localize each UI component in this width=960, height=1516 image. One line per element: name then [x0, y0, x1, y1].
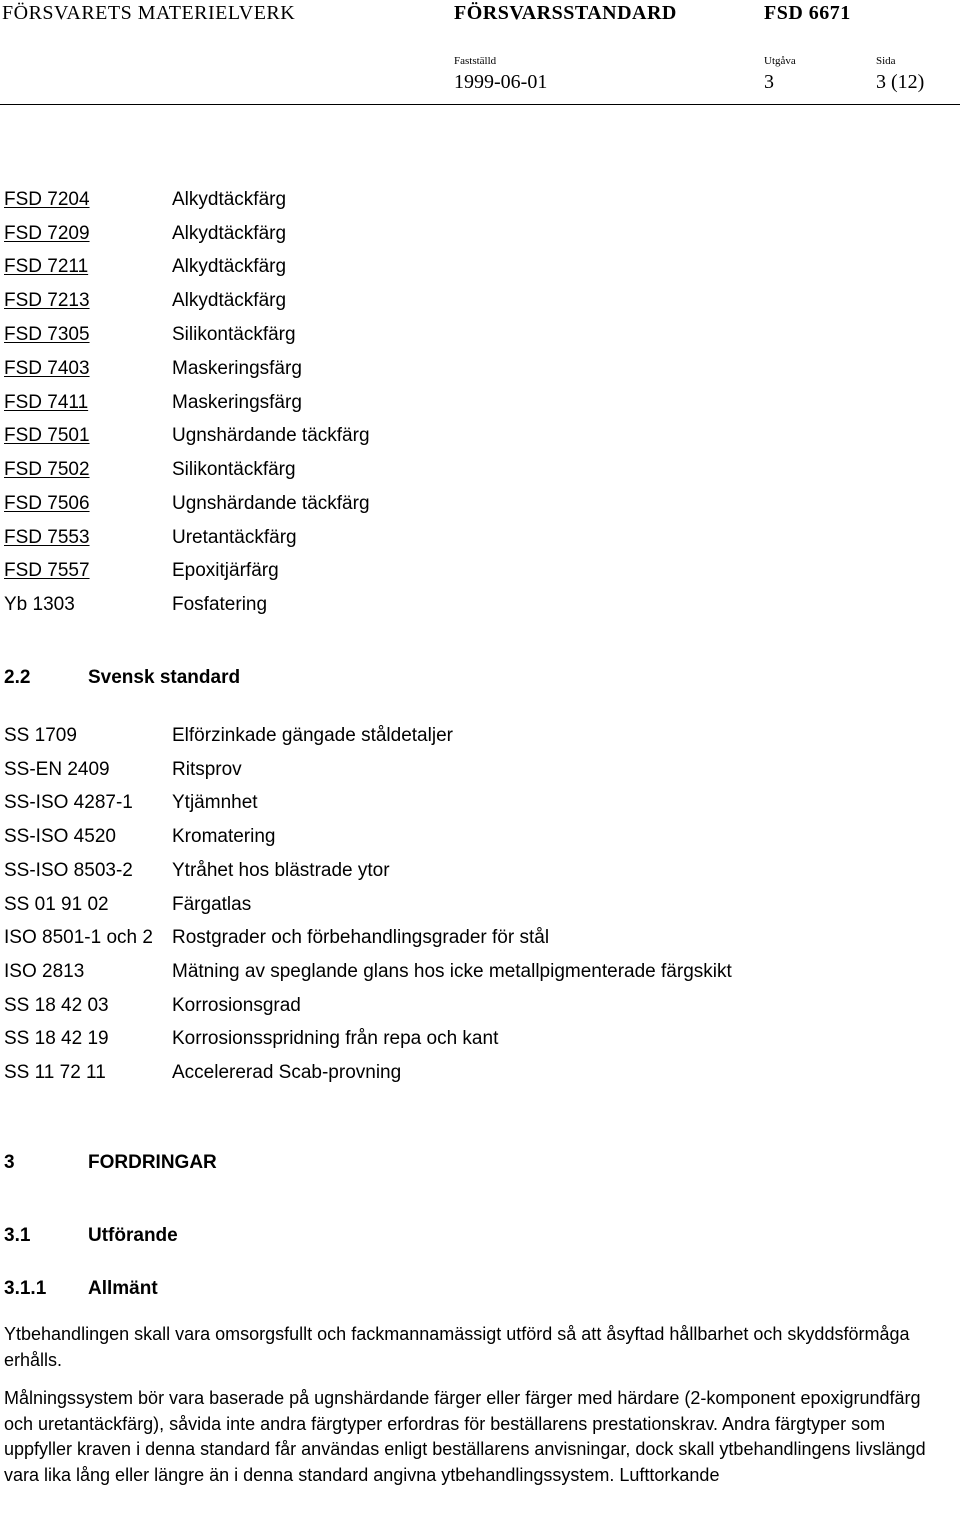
list-item	[0, 290, 960, 324]
reference-description: Korrosionsspridning från repa och kant	[172, 1028, 499, 1049]
section-number: 2.2	[4, 667, 31, 688]
list-item	[0, 759, 960, 793]
reference-description: Ritsprov	[172, 759, 242, 780]
reference-description: Maskeringsfärg	[172, 358, 302, 379]
list-item	[0, 560, 960, 594]
reference-description: Ugnshärdande täckfärg	[172, 493, 370, 514]
reference-description: Maskeringsfärg	[172, 392, 302, 413]
reference-link[interactable]: FSD 7305	[4, 324, 90, 345]
body-paragraph: Målningssystem bör vara baserade på ugnshärdande färger eller färger med härdare (2-komponent epoxigrundfärg och uretantäckfärg), såvida inte andra färgtyper erfordras för beställarens prestationskrav. Andra färgtyper som uppfyller kraven i denna standard får användas enligt beställarens anvisningar, dock skall ytbehandlingens livslängd vara lika lång eller längre än i denna standard angivna ytbehandlingssystem. Lufttorkande	[4, 1388, 926, 1485]
organization-name: FÖRSVARETS MATERIELVERK	[2, 2, 296, 24]
list-item	[0, 527, 960, 561]
reference-description: Silikontäckfärg	[172, 459, 296, 480]
document-type: FÖRSVARSSTANDARD	[454, 2, 677, 24]
section-title: Allmänt	[88, 1278, 158, 1299]
reference-description: Mätning av speglande glans hos icke metallpigmenterade färgskikt	[172, 961, 732, 982]
list-item	[0, 927, 960, 961]
reference-link[interactable]: FSD 7553	[4, 527, 90, 548]
reference-link[interactable]: FSD 7502	[4, 459, 90, 480]
section-number: 3.1	[4, 1225, 31, 1246]
reference-code: SS-ISO 4520	[4, 826, 116, 847]
reference-description: Färgatlas	[172, 894, 252, 915]
reference-description: Accelererad Scab-provning	[172, 1062, 402, 1083]
list-item	[0, 995, 960, 1029]
reference-link[interactable]: FSD 7211	[4, 256, 89, 277]
reference-description: Fosfatering	[172, 594, 268, 615]
list-item	[0, 324, 960, 358]
list-item	[0, 826, 960, 860]
reference-link[interactable]: FSD 7213	[4, 290, 90, 311]
reference-code: ISO 2813	[4, 961, 85, 982]
list-item	[0, 256, 960, 290]
established-label: Fastställd	[454, 55, 497, 67]
reference-description: Uretantäckfärg	[172, 527, 297, 548]
reference-link[interactable]: FSD 7403	[4, 358, 90, 379]
list-item	[0, 961, 960, 995]
list-item	[0, 459, 960, 493]
section-title: FORDRINGAR	[88, 1152, 217, 1173]
reference-description: Alkydtäckfärg	[172, 256, 287, 277]
page-number: 3 (12)	[876, 71, 925, 93]
header-divider	[0, 104, 960, 105]
list-item	[0, 725, 960, 759]
established-date: 1999-06-01	[454, 71, 548, 93]
reference-link[interactable]: FSD 7411	[4, 392, 89, 413]
reference-description: Ugnshärdande täckfärg	[172, 425, 370, 446]
list-item	[0, 792, 960, 826]
list-item	[0, 425, 960, 459]
reference-code: SS 01 91 02	[4, 894, 109, 915]
edition-label: Utgåva	[764, 55, 796, 67]
page-label: Sida	[876, 55, 896, 67]
list-item	[0, 358, 960, 392]
list-item	[0, 1028, 960, 1062]
section-title: Utförande	[88, 1225, 178, 1246]
reference-link[interactable]: FSD 7204	[4, 189, 90, 210]
reference-code: SS 18 42 19	[4, 1028, 109, 1049]
list-item	[0, 223, 960, 257]
section-number: 3.1.1	[4, 1278, 47, 1299]
reference-description: Alkydtäckfärg	[172, 223, 287, 244]
reference-description: Rostgrader och förbehandlingsgrader för stål	[172, 927, 550, 948]
list-item	[0, 1062, 960, 1096]
list-item	[0, 189, 960, 223]
reference-description: Ytråhet hos blästrade ytor	[172, 860, 390, 881]
reference-link[interactable]: FSD 7557	[4, 560, 90, 581]
reference-link[interactable]: FSD 7209	[4, 223, 90, 244]
section-number: 3	[4, 1152, 15, 1173]
reference-code: SS 18 42 03	[4, 995, 109, 1016]
reference-code: ISO 8501-1 och 2	[4, 927, 153, 948]
reference-code: SS-ISO 4287-1	[4, 792, 133, 813]
reference-description: Alkydtäckfärg	[172, 290, 287, 311]
reference-link[interactable]: FSD 7506	[4, 493, 90, 514]
reference-description: Epoxitjärfärg	[172, 560, 279, 581]
reference-code: SS-ISO 8503-2	[4, 860, 133, 881]
document-number: FSD 6671	[764, 2, 851, 24]
reference-link[interactable]: FSD 7501	[4, 425, 90, 446]
reference-description: Ytjämnhet	[172, 792, 258, 813]
section-title: Svensk standard	[88, 667, 241, 688]
reference-description: Silikontäckfärg	[172, 324, 296, 345]
body-paragraph: Ytbehandlingen skall vara omsorgsfullt och fackmannamässigt utförd så att åsyftad hållbarhet och skyddsförmåga erhålls.	[4, 1324, 910, 1370]
list-item	[0, 894, 960, 928]
reference-description: Kromatering	[172, 826, 276, 847]
list-item	[0, 493, 960, 527]
reference-description: Korrosionsgrad	[172, 995, 301, 1016]
list-item	[0, 392, 960, 426]
reference-code: SS 1709	[4, 725, 77, 746]
reference-description: Alkydtäckfärg	[172, 189, 287, 210]
reference-code: Yb 1303	[4, 594, 75, 615]
reference-description: Elförzinkade gängade ståldetaljer	[172, 725, 453, 746]
list-item	[0, 594, 960, 628]
reference-code: SS 11 72 11	[4, 1062, 106, 1083]
edition-number: 3	[764, 71, 774, 93]
list-item	[0, 860, 960, 894]
reference-code: SS-EN 2409	[4, 759, 110, 780]
